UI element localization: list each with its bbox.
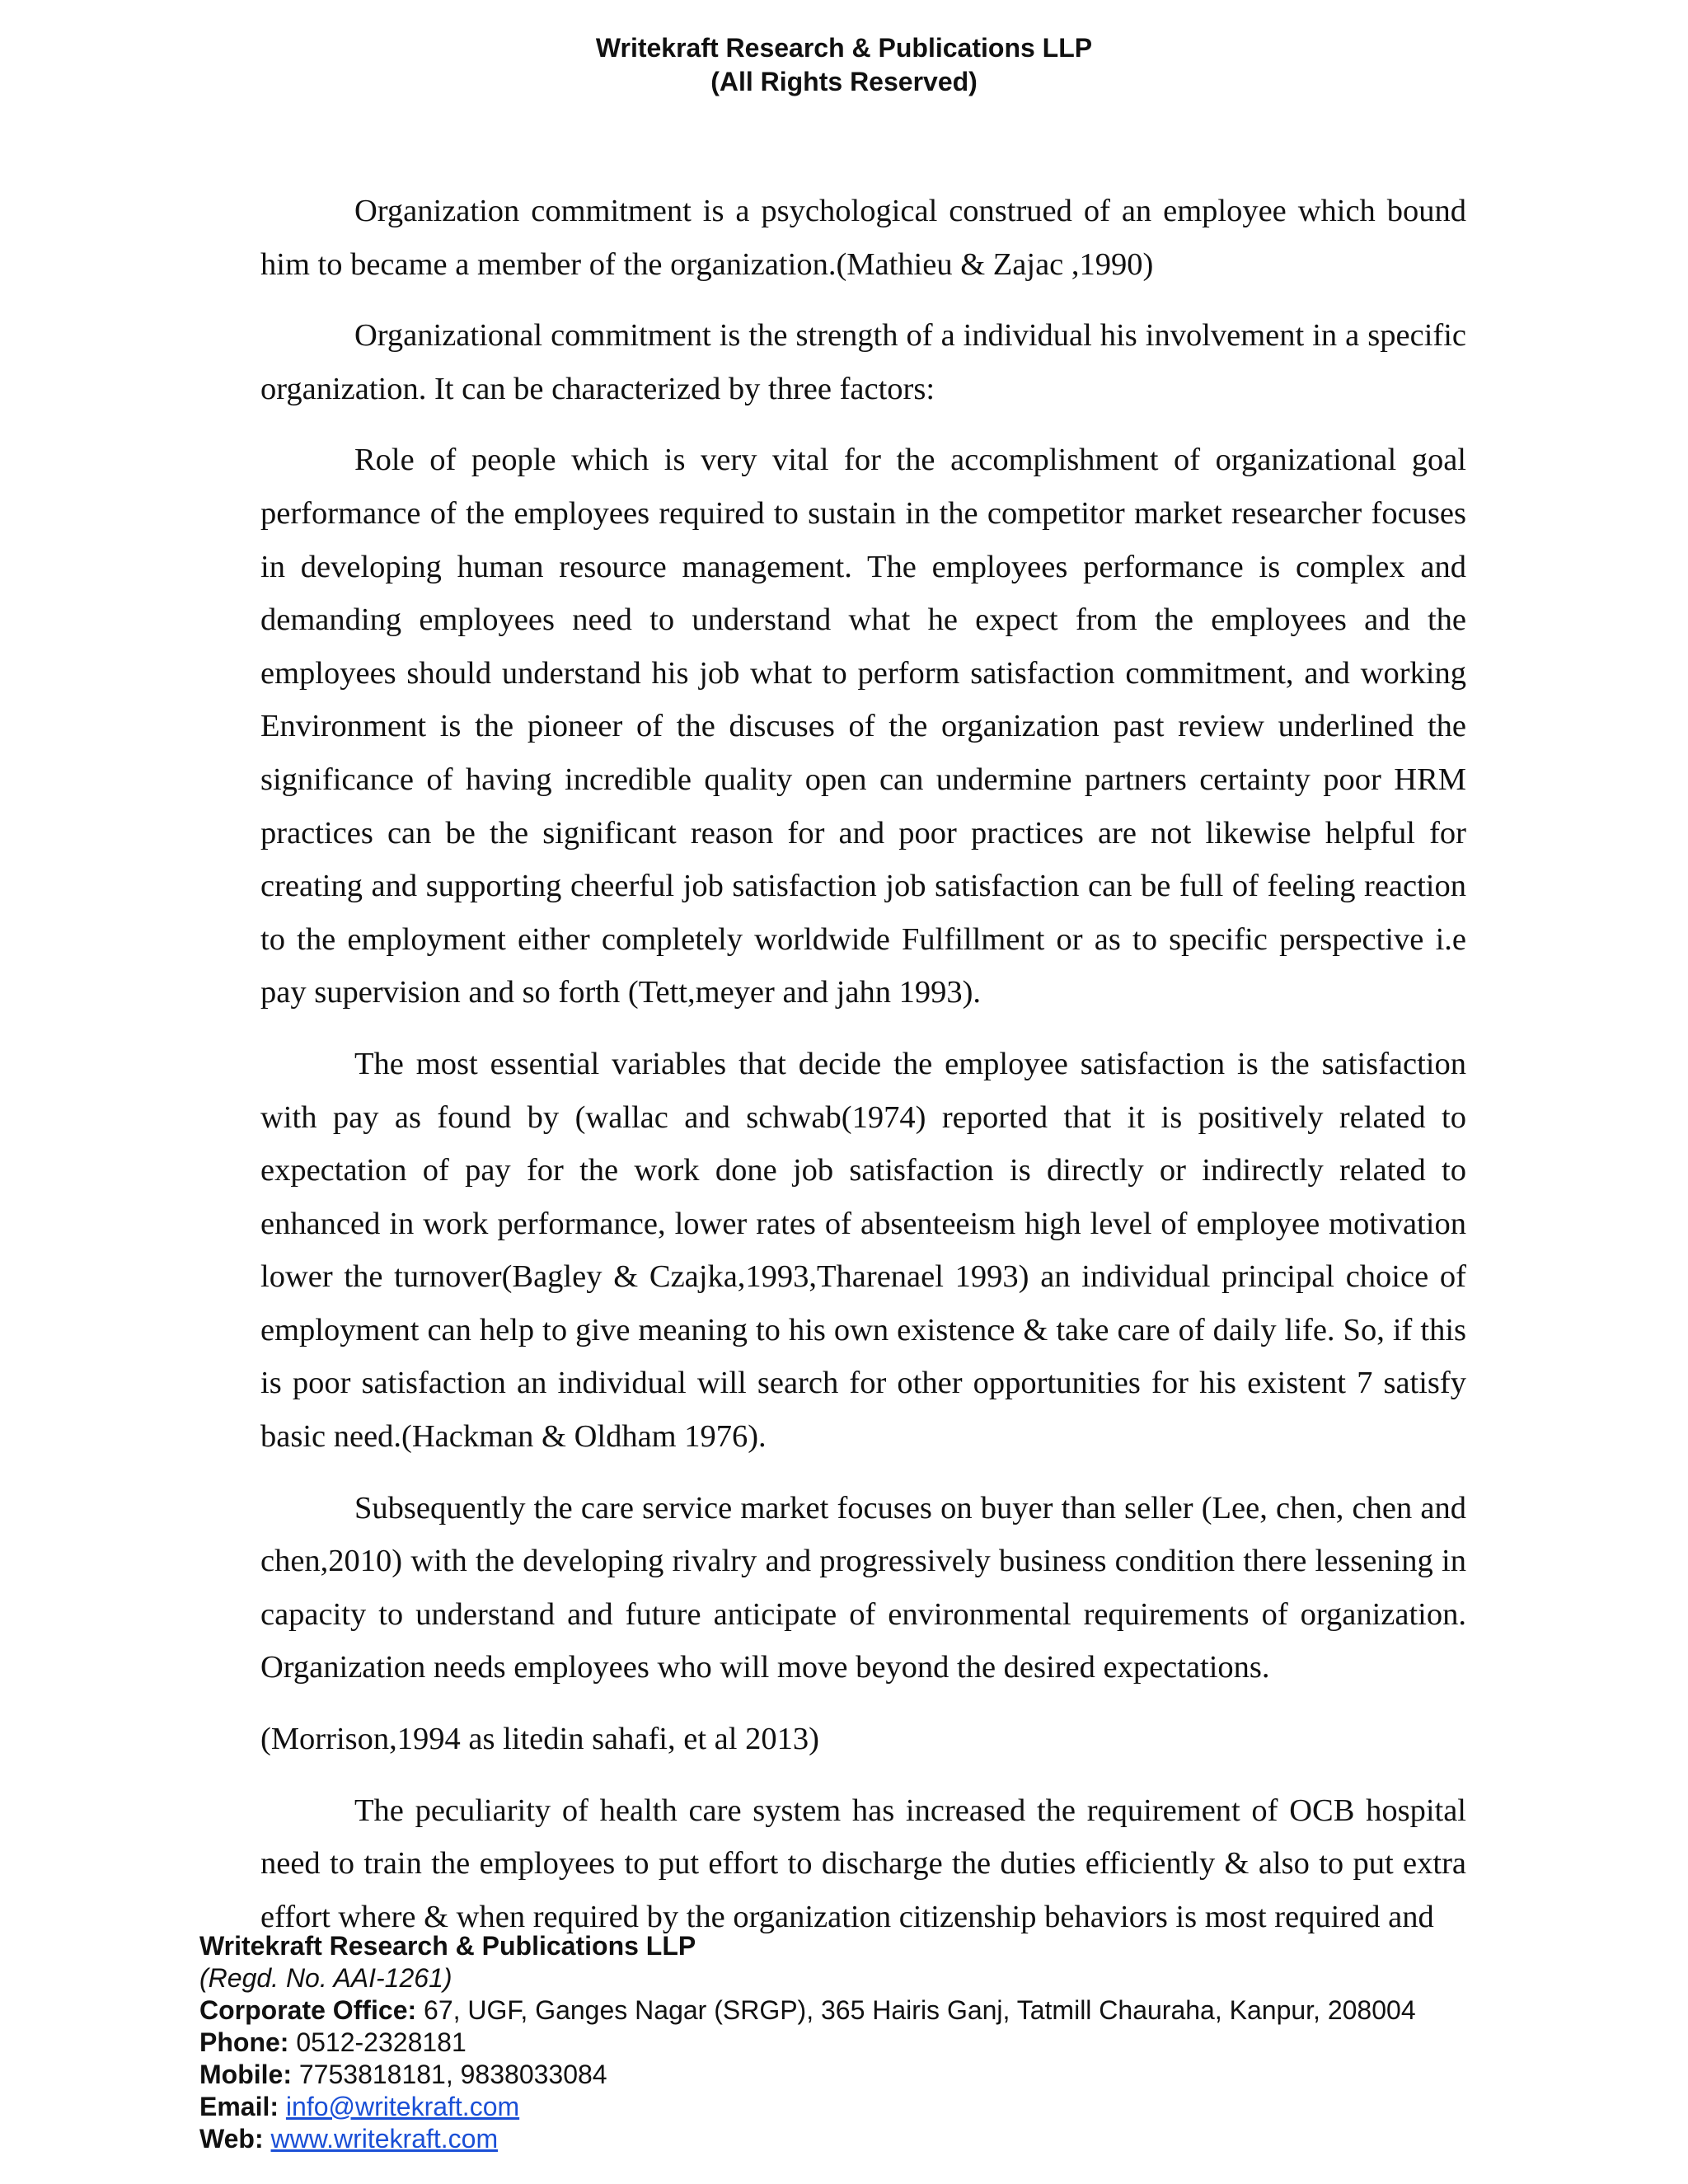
footer-office-value: 67, UGF, Ganges Nagar (SRGP), 365 Hairis Ganj, Tatmill Chauraha, Kanpur, 208004	[416, 1995, 1416, 2025]
header-subtitle: (All Rights Reserved)	[710, 67, 978, 96]
footer-phone	[199, 2027, 1667, 2059]
footer-web	[199, 2123, 1667, 2155]
paragraph-2: Organizational commitment is the strength of a individual his involvement in a specific organization. It can be characterized by three factors:	[260, 318, 1466, 406]
footer-mobile	[199, 2059, 1667, 2091]
paragraph-7: The peculiarity of health care system has increased the requirement of OCB hospital need to train the employees to put effort to discharge the duties efficiently & also to put extra effort where & when required by the organization citizenship behaviors is most required and	[260, 1793, 1466, 1934]
footer-office-label: Corporate Office:	[199, 1995, 417, 2025]
footer-email-label: Email:	[199, 2092, 279, 2121]
footer-phone-label: Phone:	[199, 2027, 289, 2057]
paragraph-1: Organization commitment is a psychological construed of an employee which bound him to became a member of the organization.(Mathieu & Zajac ,1990)	[260, 194, 1466, 282]
page-footer	[199, 1930, 1667, 2155]
paragraph-4: The most essential variables that decide the employee satisfaction is the satisfaction with pay as found by (wallac and schwab(1974) reported that it is positively related to expectation of pay for the work done job satisfaction is directly or indirectly related to enhanced in work performance, lower rates of absenteeism high level of employee motivation lower the turnover(Bagley & Czajka,1993,Tharenael 1993) an individual principal choice of employment can help to give meaning to his own existence & take care of daily life. So, if this is poor satisfaction an individual will search for other opportunities for his existent 7 satisfy basic need.(Hackman & Oldham 1976).	[260, 1046, 1466, 1455]
footer-mobile-value: 7753818181, 9838033084	[291, 2060, 607, 2089]
footer-phone-value: 0512-2328181	[288, 2027, 467, 2057]
footer-web-link[interactable]: www.writekraft.com	[270, 2124, 499, 2154]
document-body	[260, 185, 1466, 1943]
header-title: Writekraft Research & Publications LLP	[595, 33, 1093, 63]
footer-web-label: Web:	[199, 2124, 264, 2154]
footer-mobile-label: Mobile:	[199, 2060, 292, 2089]
footer-email-link[interactable]: info@writekraft.com	[285, 2092, 520, 2121]
footer-office	[199, 1994, 1667, 2027]
page-header	[0, 31, 1688, 99]
footer-regd-number: (Regd. No. AAI-1261)	[199, 1963, 452, 1993]
paragraph-5: Subsequently the care service market focuses on buyer than seller (Lee, chen, chen and chen,2010) with the developing rivalry and progressively business condition there lessening in capacity to understand and future anticipate of environmental requirements of organization. Organization needs employees who will move beyond the desired expectations.	[260, 1490, 1466, 1685]
footer-company: Writekraft Research & Publications LLP	[199, 1931, 696, 1961]
footer-email	[199, 2091, 1667, 2123]
paragraph-citation: (Morrison,1994 as litedin sahafi, et al 2013)	[260, 1722, 819, 1757]
paragraph-3: Role of people which is very vital for the accomplishment of organizational goal performance of the employees required to sustain in the competitor market researcher focuses in developing human resource management. The employees performance is complex and demanding employees need to understand what he expect from the employees and the employees should understand his job what to perform satisfaction commitment, and working Environment is the pioneer of the discuses of the organization past review underlined the significance of having incredible quality open can undermine partners certainty poor HRM practices can be the significant reason for and poor practices are not likewise helpful for creating and supporting cheerful job satisfaction job satisfaction can be full of feeling reaction to the employment either completely worldwide Fulfillment or as to specific perspective i.e pay supervision and so forth (Tett,meyer and jahn 1993).	[260, 443, 1466, 1010]
